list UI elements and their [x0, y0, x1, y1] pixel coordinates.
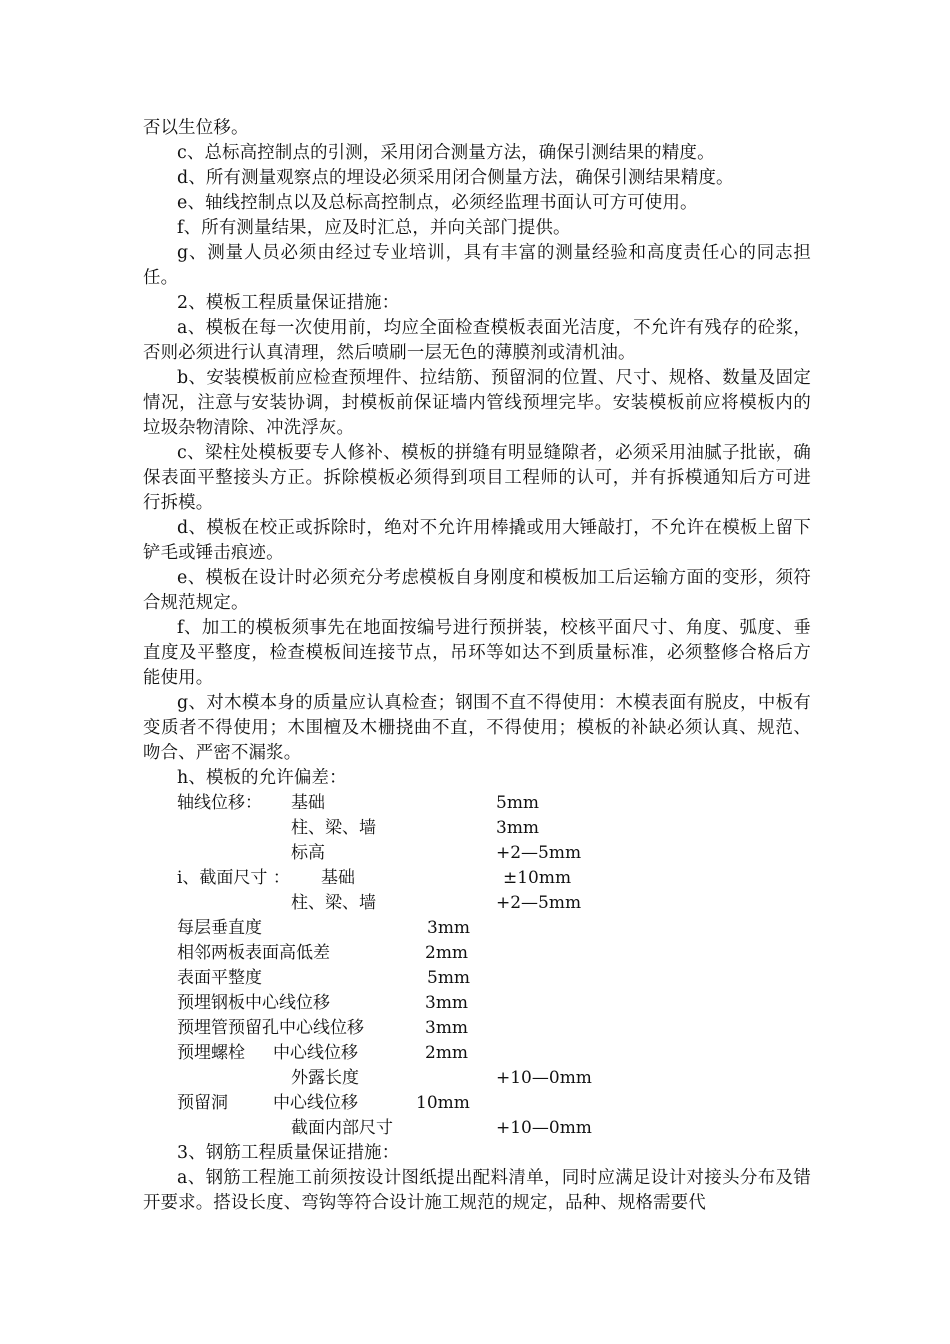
section-heading: 3、钢筋工程质量保证措施：	[177, 1143, 400, 1163]
paragraph: g、对木模本身的质量应认真检查；钢围不直不得使用：木模表面有脱皮，中板有变质者不得使用；木围檀及木栅挠曲不直，不得使用；模板的补缺必须认真、规范、吻合、严密不漏浆。	[143, 693, 811, 763]
tolerance-value: +2—5mm	[496, 843, 582, 863]
paragraph: h、模板的允许偏差：	[177, 768, 347, 788]
tolerance-item: 中心线位移	[273, 1043, 358, 1063]
tolerance-item: 柱、梁、墙	[291, 893, 376, 913]
tolerance-value: 3mm	[425, 993, 469, 1013]
paragraph: a、钢筋工程施工前须按设计图纸提出配料清单，同时应满足设计对接头分布及错开要求。搭设长度、弯钩等符合设计施工规范的规定，品种、规格需要代	[143, 1168, 811, 1213]
paragraph: b、安装模板前应检查预埋件、拉结筋、预留洞的位置、尺寸、规格、数量及固定情况，注意与安装协调，封模板前保证墙内管线预埋完毕。安装模板前应将模板内的垃圾杂物清除、冲洗浮灰。	[143, 368, 811, 438]
tolerance-label: 预留洞	[177, 1093, 228, 1113]
paragraph: 否以生位移。	[143, 118, 249, 138]
tolerance-value: +10—0mm	[496, 1068, 592, 1088]
tolerance-item: 柱、梁、墙	[291, 818, 376, 838]
paragraph: g、测量人员必须由经过专业培训，具有丰富的测量经验和高度责任心的同志担任。	[143, 243, 811, 288]
paragraph: d、模板在校正或拆除时，绝对不允许用棒撬或用大锤敲打，不允许在模板上留下铲毛或锤击痕迹。	[143, 518, 811, 563]
tolerance-value: 2mm	[425, 1043, 469, 1063]
tolerance-item: 外露长度	[291, 1068, 359, 1088]
tolerance-value: 2mm	[425, 943, 469, 963]
tolerance-item: 标高	[291, 843, 325, 863]
tolerance-label: 相邻两板表面高低差	[177, 943, 330, 963]
tolerance-label: 表面平整度	[177, 968, 262, 988]
paragraph: e、轴线控制点以及总标高控制点，必须经监理书面认可方可使用。	[177, 193, 698, 213]
tolerance-item: 基础	[321, 868, 355, 888]
tolerance-value: +2—5mm	[496, 893, 582, 913]
paragraph: c、梁柱处模板要专人修补、模板的拼缝有明显缝隙者，必须采用油腻子批嵌，确保表面平整接头方正。拆除模板必须得到项目工程师的认可，并有拆模通知后方可进行拆模。	[143, 443, 811, 513]
tolerance-item: 基础	[291, 793, 325, 813]
tolerance-item: 截面内部尺寸	[291, 1118, 393, 1138]
paragraph: f、所有测量结果，应及时汇总，并向关部门提供。	[177, 218, 571, 238]
tolerance-label: 每层垂直度	[177, 918, 262, 938]
tolerance-value: 5mm	[427, 968, 471, 988]
tolerance-value: ±10mm	[503, 868, 572, 888]
tolerance-item: 中心线位移	[273, 1093, 358, 1113]
tolerance-value: +10—0mm	[496, 1118, 592, 1138]
tolerance-value: 3mm	[496, 818, 540, 838]
tolerance-label: 预埋管预留孔中心线位移	[177, 1018, 364, 1038]
tolerance-label: 预埋钢板中心线位移	[177, 993, 330, 1013]
tolerance-label: 预埋螺栓	[177, 1043, 245, 1063]
paragraph: d、所有测量观察点的埋设必须采用闭合侧量方法，确保引测结果精度。	[177, 168, 734, 188]
paragraph: e、模板在设计时必须充分考虑模板自身刚度和模板加工后运输方面的变形，须符合规范规定。	[143, 568, 811, 613]
tolerance-value: 3mm	[425, 1018, 469, 1038]
paragraph: f、加工的模板须事先在地面按编号进行预拼装，校核平面尺寸、角度、弧度、垂直度及平整度，检查模板间连接节点，吊环等如达不到质量标准，必须整修合格后方能使用。	[143, 618, 811, 688]
tolerance-label: i、截面尺寸 ：	[177, 868, 290, 888]
section-heading: 2、模板工程质量保证措施：	[177, 293, 400, 313]
paragraph: a、模板在每一次使用前，均应全面检查模板表面光洁度，不允许有残存的砼浆，否则必须进行认真清理，然后喷刷一层无色的薄膜剂或清机油。	[143, 318, 811, 363]
paragraph: c、总标高控制点的引测，采用闭合测量方法，确保引测结果的精度。	[177, 143, 715, 163]
tolerance-value: 5mm	[496, 793, 540, 813]
tolerance-value: 10mm	[416, 1093, 470, 1113]
tolerance-value: 3mm	[427, 918, 471, 938]
tolerance-label: 轴线位移：	[177, 793, 262, 813]
